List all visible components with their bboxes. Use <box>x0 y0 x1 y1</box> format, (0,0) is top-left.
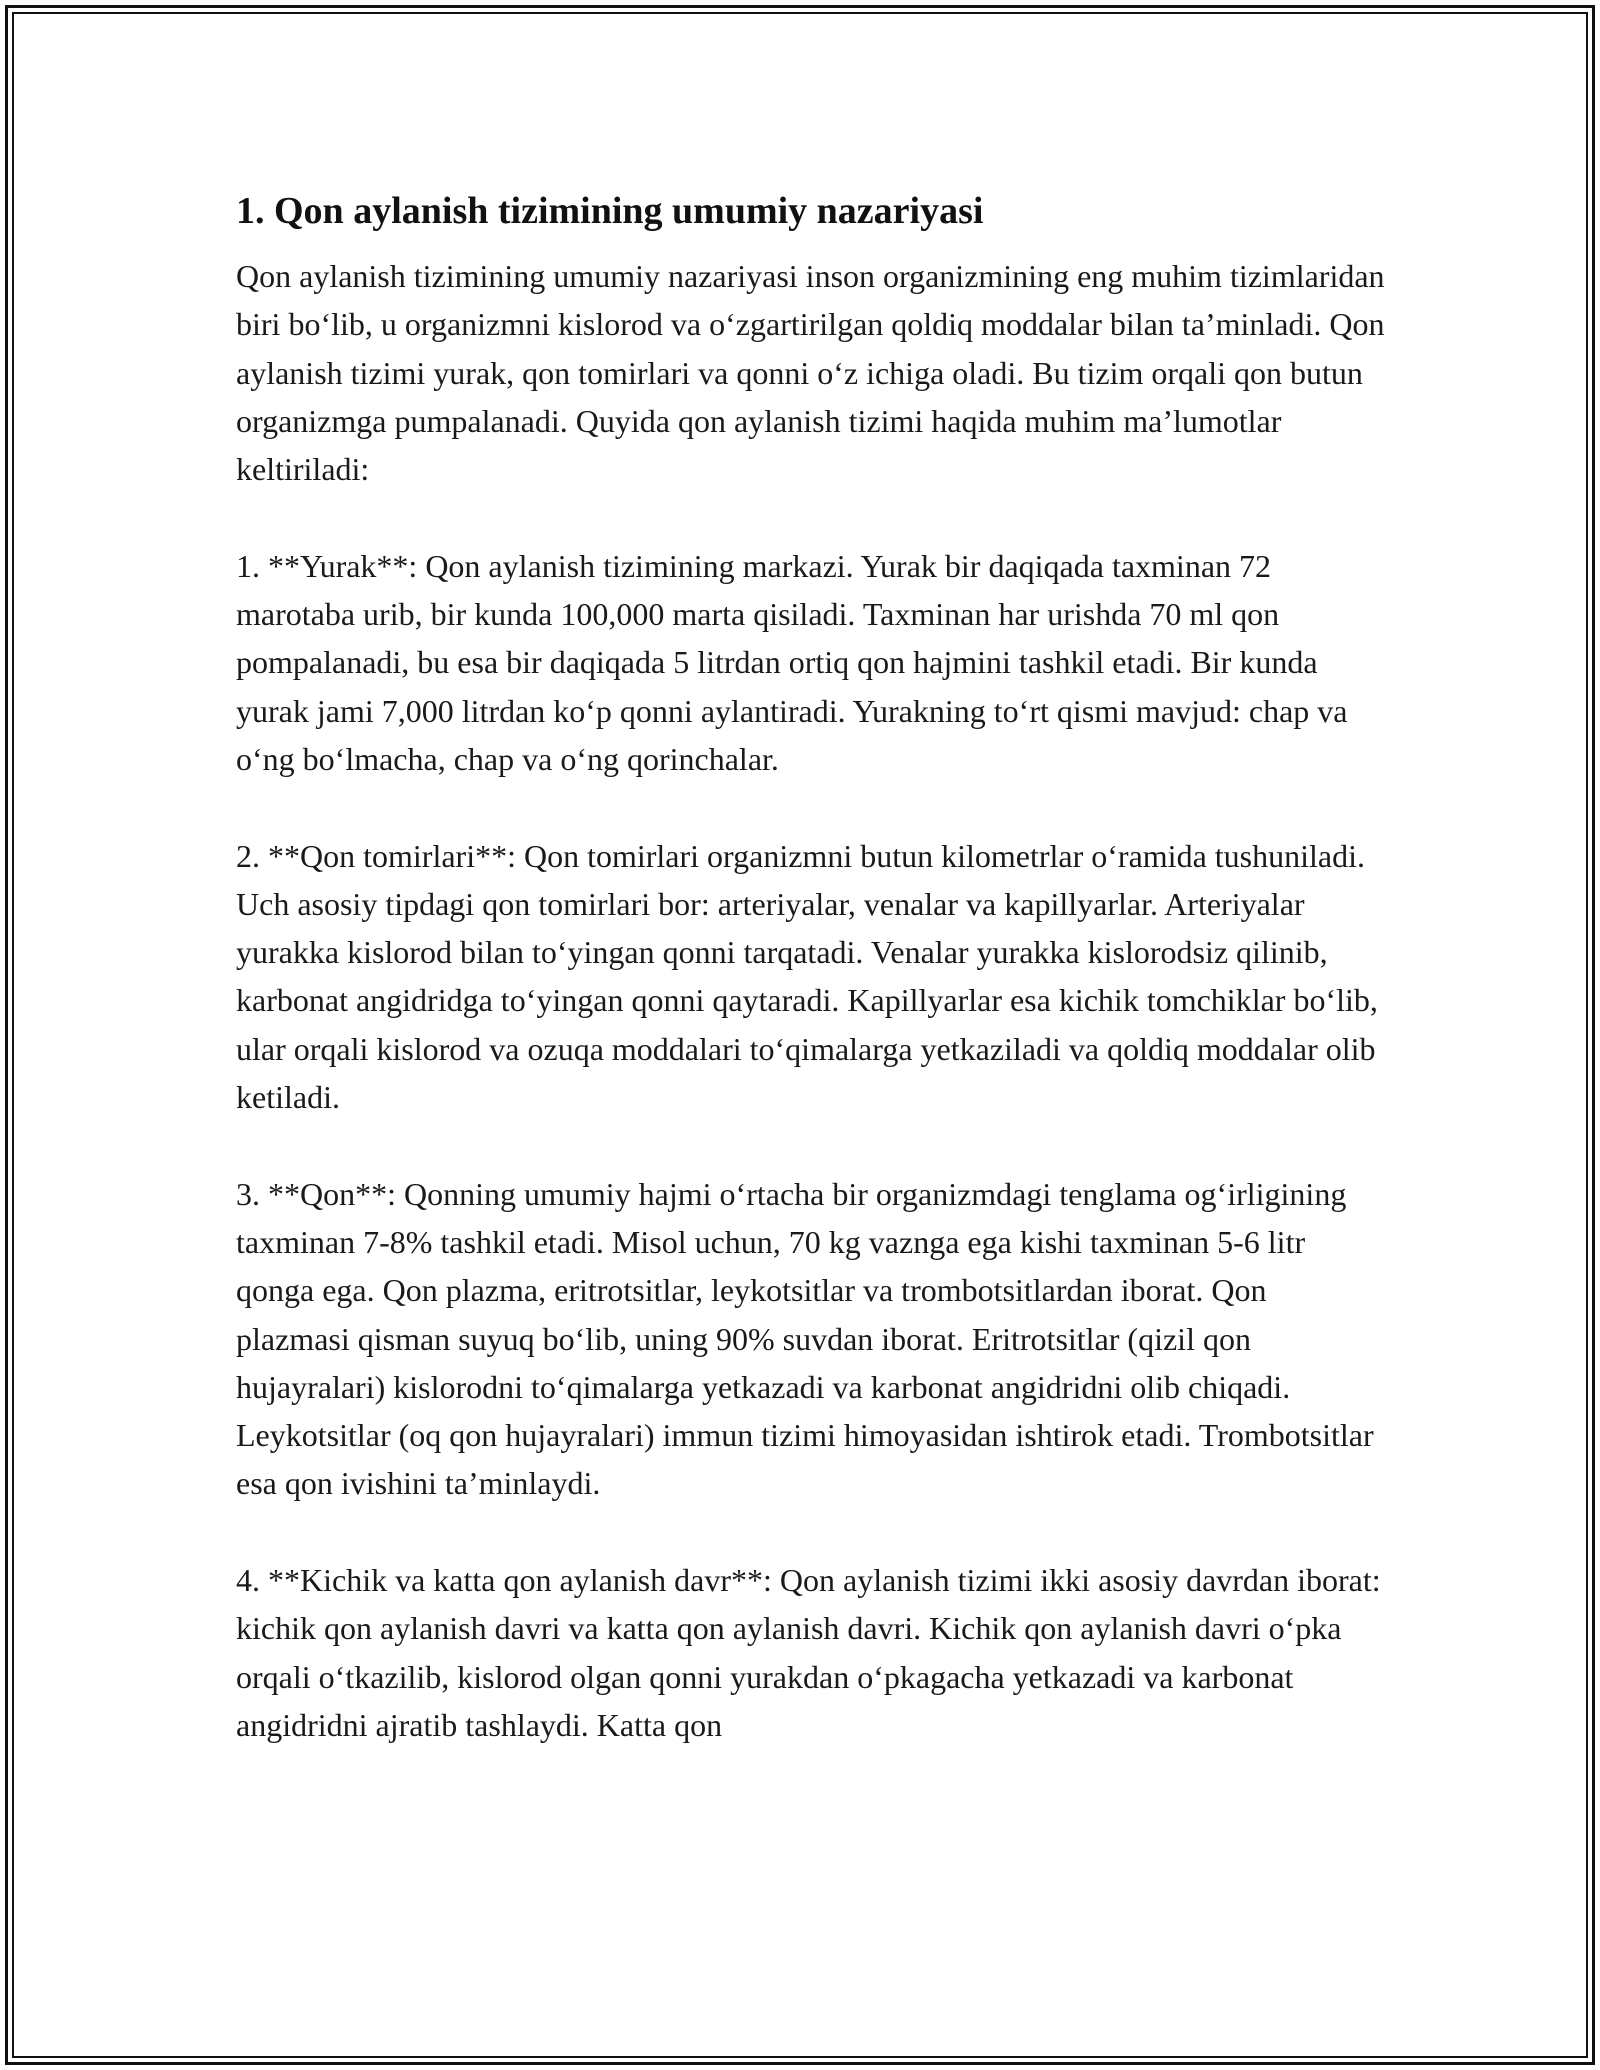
paragraph-qon: 3. **Qon**: Qonning umumiy hajmi o‘rtacha bir organizmdagi tenglama og‘irligining taxminan 7-8% tashkil etadi. Misol uchun, 70 kg vaznga ega kishi taxminan 5-6 litr qonga ega. Qon plazma, eritrotsitlar, leykotsitlar va trombotsitlardan iborat. Qon plazmasi qisman suyuq bo‘lib, uning 90% suvdan iborat. Eritrotsitlar (qizil qon hujayralari) kislorodni to‘qimalarga yetkazadi va karbonat angidridni olib chiqadi. Leykotsitlar (oq qon hujayralari) immun tizimi himoyasidan ishtirok etadi. Trombotsitlar esa qon ivishini ta’minlaydi. <box>236 1175 1374 1502</box>
section-title: 1. Qon aylanish tizimining umumiy nazariyasi <box>236 190 984 232</box>
paragraph-qon-tomirlari: 2. **Qon tomirlari**: Qon tomirlari organizmni butun kilometrlar o‘ramida tushuniladi. Uch asosiy tipdagi qon tomirlari bor: arteriyalar, venalar va kapillyarlar. Arteriyalar yurakka kislorod bilan to‘yingan qonni tarqatadi. Venalar yurakka kislorodsiz qilinib, karbonat angidridga to‘yingan qonni qaytaradi. Kapillyarlar esa kichik tomchiklar bo‘lib, ular orqali kislorod va ozuqa moddalari to‘qimalarga yetkaziladi va qoldiq moddalar olib ketiladi. <box>236 837 1378 1116</box>
paragraph-intro: Qon aylanish tizimining umumiy nazariyasi inson organizmining eng muhim tizimlaridan biri bo‘lib, u organizmni kislorod va o‘zgartirilgan qoldiq moddalar bilan ta’minladi. Qon aylanish tizimi yurak, qon tomirlari va qonni o‘z ichiga oladi. Bu tizim orqali qon butun organizmga pumpalanadi. Quyida qon aylanish tizimi haqida muhim ma’lumotlar keltiriladi: <box>236 258 1385 488</box>
document-body <box>236 186 1386 1749</box>
paragraph-qon-aylanish-davr: 4. **Kichik va katta qon aylanish davr**: Qon aylanish tizimi ikki asosiy davrdan iborat: kichik qon aylanish davri va katta qon aylanish davri. Kichik qon aylanish davri o‘pka orqali o‘tkazilib, kislorod olgan qonni yurakdan o‘pkagacha yetkazadi va karbonat angidridni ajratib tashlaydi. Katta qon <box>236 1562 1381 1743</box>
paragraph-yurak: 1. **Yurak**: Qon aylanish tizimining markazi. Yurak bir daqiqada taxminan 72 marotaba urib, bir kunda 100,000 marta qisiladi. Taxminan har urishda 70 ml qon pompalanadi, bu esa bir daqiqada 5 litrdan ortiq qon hajmini tashkil etadi. Bir kunda yurak jami 7,000 litrdan ko‘p qonni aylantiradi. Yurakning to‘rt qismi mavjud: chap va o‘ng bo‘lmacha, chap va o‘ng qorinchalar. <box>236 547 1348 777</box>
